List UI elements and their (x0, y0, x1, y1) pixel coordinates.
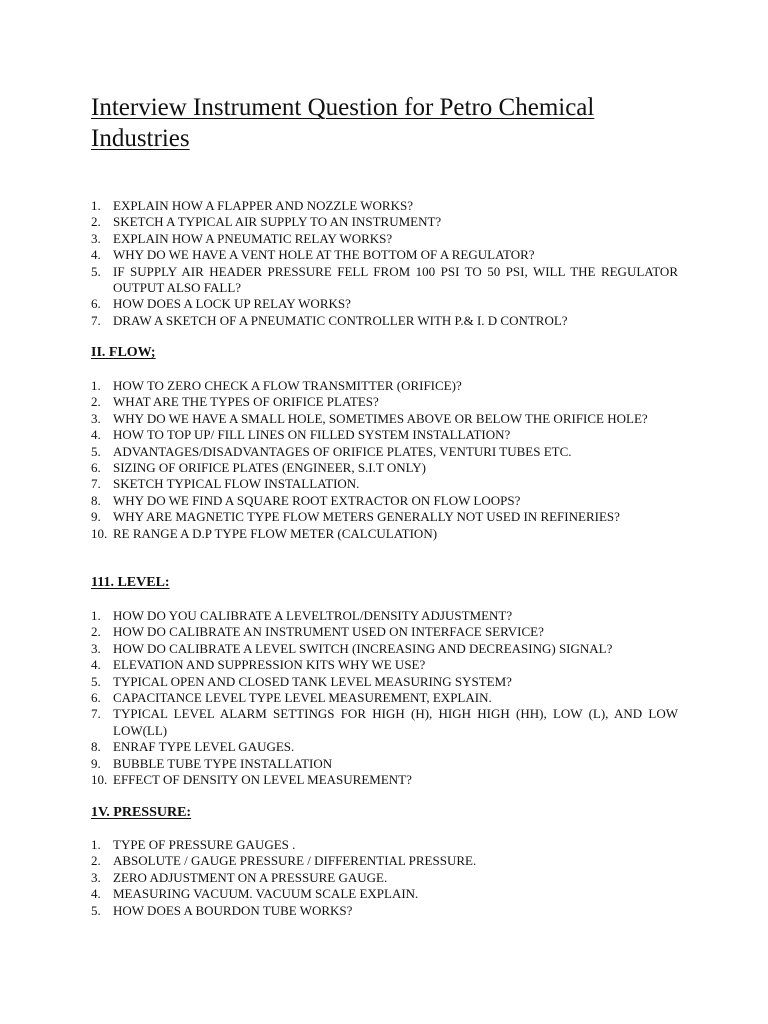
question-text: TYPICAL OPEN AND CLOSED TANK LEVEL MEASURING SYSTEM? (113, 673, 512, 689)
list-item (91, 657, 678, 673)
item-number: 7. (91, 312, 101, 328)
question-text: SKETCH A TYPICAL AIR SUPPLY TO AN INSTRUMENT? (113, 214, 442, 230)
question-text: EXPLAIN HOW A PNEUMATIC RELAY WORKS? (113, 230, 393, 246)
question-text: WHY ARE MAGNETIC TYPE FLOW METERS GENERALLY NOT USED IN REFINERIES? (113, 509, 620, 525)
item-number: 4. (91, 657, 101, 673)
list-item (91, 411, 678, 427)
document-title: Interview Instrument Question for Petro Chemical Industries (91, 94, 595, 152)
question-list (91, 198, 678, 329)
list-item (91, 903, 678, 919)
question-text: HOW DO YOU CALIBRATE A LEVELTROL/DENSITY ADJUSTMENT? (113, 608, 513, 623)
question-text: MEASURING VACUUM. VACUUM SCALE EXPLAIN. (113, 886, 419, 902)
section-level (91, 575, 678, 592)
section-pressure-list (91, 837, 678, 919)
item-number: 9. (91, 755, 101, 771)
question-text: WHY DO WE HAVE A SMALL HOLE, SOMETIMES ABOVE OR BELOW THE ORIFICE HOLE? (113, 410, 648, 426)
question-text: SKETCH TYPICAL FLOW INSTALLATION. (113, 476, 360, 492)
list-item (91, 772, 678, 788)
item-number: 5. (91, 443, 101, 459)
item-number: 5. (91, 902, 101, 918)
item-number: 7. (91, 476, 101, 492)
question-text: HOW DOES A BOURDON TUBE WORKS? (113, 902, 353, 918)
section-level-list (91, 608, 678, 788)
list-item (91, 641, 678, 657)
question-text: WHY DO WE FIND A SQUARE ROOT EXTRACTOR ON FLOW LOOPS? (113, 492, 521, 508)
list-item (91, 313, 678, 329)
item-number: 3. (91, 230, 101, 246)
item-number: 1. (91, 198, 101, 213)
question-text: TYPICAL LEVEL ALARM SETTINGS FOR HIGH (H), HIGH HIGH (HH), LOW (L), AND LOW LOW(LL) (113, 706, 678, 738)
list-item (91, 296, 678, 312)
item-number: 4. (91, 886, 101, 902)
list-item (91, 460, 678, 476)
item-number: 8. (91, 739, 101, 755)
question-text: SIZING OF ORIFICE PLATES (ENGINEER, S.I.T ONLY) (113, 460, 426, 476)
list-item (91, 198, 678, 214)
list-item (91, 493, 678, 509)
list-item (91, 394, 678, 410)
list-item (91, 509, 678, 525)
question-text: BUBBLE TUBE TYPE INSTALLATION (113, 755, 333, 771)
list-item (91, 706, 678, 739)
question-text: ZERO ADJUSTMENT ON A PRESSURE GAUGE. (113, 869, 388, 885)
list-item (91, 624, 678, 640)
question-text: ENRAF TYPE LEVEL GAUGES. (113, 739, 295, 755)
question-text: HOW TO TOP UP/ FILL LINES ON FILLED SYSTEM INSTALLATION? (113, 427, 511, 443)
question-list (91, 378, 678, 542)
question-text: ELEVATION AND SUPPRESSION KITS WHY WE USE? (113, 657, 426, 673)
list-item (91, 427, 678, 443)
question-text: ADVANTAGES/DISADVANTAGES OF ORIFICE PLATES, VENTURI TUBES ETC. (113, 443, 572, 459)
item-number: 9. (91, 509, 101, 525)
list-item (91, 378, 678, 394)
item-number: 2. (91, 214, 101, 230)
question-text: WHY DO WE HAVE A VENT HOLE AT THE BOTTOM OF A REGULATOR? (113, 247, 535, 263)
question-text: EXPLAIN HOW A FLAPPER AND NOZZLE WORKS? (113, 198, 413, 213)
section-flow-list (91, 378, 678, 542)
question-text: ABSOLUTE / GAUGE PRESSURE / DIFFERENTIAL PRESSURE. (113, 853, 477, 869)
section-general (91, 198, 678, 329)
item-number: 6. (91, 296, 101, 312)
list-item (91, 837, 678, 853)
item-number: 3. (91, 869, 101, 885)
list-item (91, 444, 678, 460)
question-text: DRAW A SKETCH OF A PNEUMATIC CONTROLLER WITH P.& I. D CONTROL? (113, 312, 568, 328)
question-text: HOW TO ZERO CHECK A FLOW TRANSMITTER (ORIFICE)? (113, 378, 462, 393)
item-number: 2. (91, 853, 101, 869)
question-list (91, 837, 678, 919)
list-item (91, 608, 678, 624)
section-pressure (91, 805, 678, 822)
item-number: 10. (91, 772, 108, 788)
item-number: 7. (91, 706, 101, 722)
item-number: 2. (91, 394, 101, 410)
question-text: HOW DO CALIBRATE A LEVEL SWITCH (INCREASING AND DECREASING) SIGNAL? (113, 640, 613, 656)
question-text: IF SUPPLY AIR HEADER PRESSURE FELL FROM 100 PSI TO 50 PSI, WILL THE REGULATOR OUTPUT ALSO FALL? (113, 263, 678, 296)
item-number: 6. (91, 690, 101, 706)
item-number: 5. (91, 673, 101, 689)
list-item (91, 739, 678, 755)
list-item (91, 674, 678, 690)
list-item (91, 264, 678, 297)
item-number: 8. (91, 492, 101, 508)
section-flow (91, 345, 678, 362)
list-item (91, 756, 678, 772)
item-number: 10. (91, 525, 108, 541)
item-number: 1. (91, 378, 101, 393)
question-text: CAPACITANCE LEVEL TYPE LEVEL MEASUREMENT, EXPLAIN. (113, 690, 492, 706)
question-text: RE RANGE A D.P TYPE FLOW METER (CALCULATION) (113, 525, 438, 541)
question-text: HOW DO CALIBRATE AN INSTRUMENT USED ON INTERFACE SERVICE? (113, 624, 544, 640)
list-item (91, 214, 678, 230)
item-number: 2. (91, 624, 101, 640)
question-text: WHAT ARE THE TYPES OF ORIFICE PLATES? (113, 394, 379, 410)
item-number: 4. (91, 247, 101, 263)
item-number: 1. (91, 608, 101, 623)
list-item (91, 886, 678, 902)
list-item (91, 690, 678, 706)
question-text: TYPE OF PRESSURE GAUGES . (113, 837, 296, 852)
section-heading-pressure: 1V. PRESSURE: (91, 805, 192, 820)
item-number: 6. (91, 460, 101, 476)
item-number: 1. (91, 837, 101, 852)
question-list (91, 608, 678, 788)
question-text: HOW DOES A LOCK UP RELAY WORKS? (113, 296, 351, 312)
section-heading-flow: II. FLOW; (91, 345, 156, 360)
item-number: 3. (91, 640, 101, 656)
item-number: 4. (91, 427, 101, 443)
list-item (91, 853, 678, 869)
list-item (91, 476, 678, 492)
list-item (91, 870, 678, 886)
question-text: EFFECT OF DENSITY ON LEVEL MEASUREMENT? (113, 772, 412, 788)
list-item (91, 247, 678, 263)
list-item (91, 231, 678, 247)
item-number: 3. (91, 410, 101, 426)
list-item (91, 526, 678, 542)
section-heading-level: 111. LEVEL: (91, 575, 170, 590)
item-number: 5. (91, 263, 101, 279)
